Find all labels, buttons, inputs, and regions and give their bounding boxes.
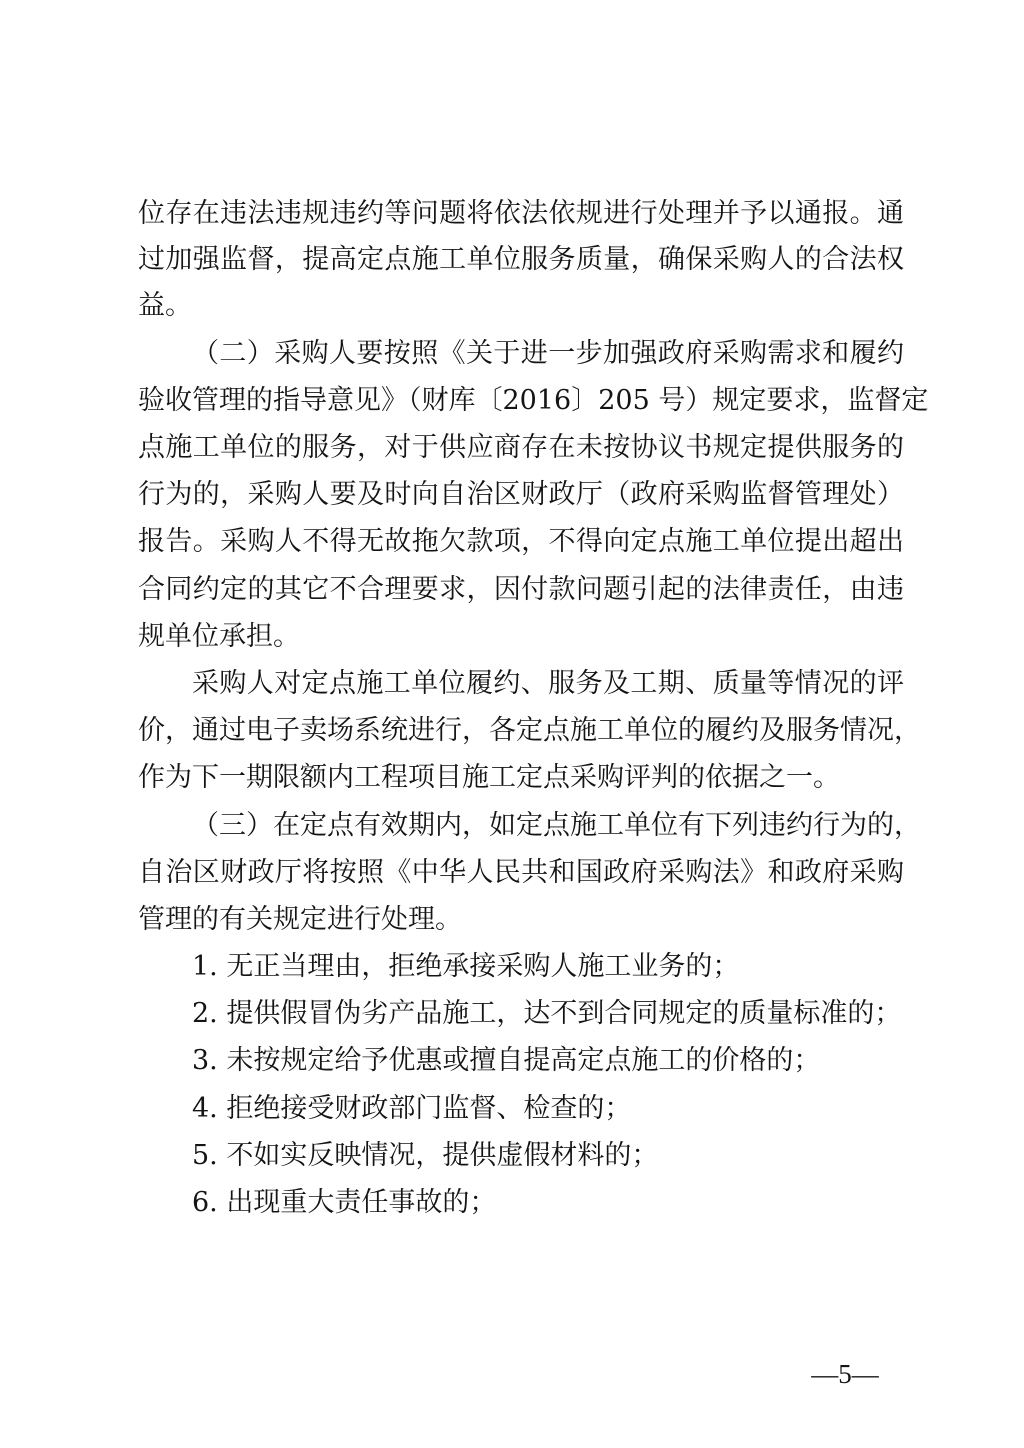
list-item: 1. 无正当理由，拒绝承接采购人施工业务的； xyxy=(192,951,740,982)
paragraph-start-line: （三）在定点有效期内，如定点施工单位有下列违约行为的， xyxy=(192,810,921,841)
paragraph-start-line: 采购人对定点施工单位履约、服务及工期、质量等情况的评 xyxy=(192,668,904,699)
list-item: 2. 提供假冒伪劣产品施工，达不到合同规定的质量标准的； xyxy=(192,998,902,1029)
body-line: 规单位承担。 xyxy=(138,621,300,652)
page-number: —5— xyxy=(811,1359,879,1389)
body-line: 价，通过电子卖场系统进行，各定点施工单位的履约及服务情况， xyxy=(138,715,921,746)
list-item: 6. 出现重大责任事故的； xyxy=(192,1187,497,1218)
paragraph-start-line: （二）采购人要按照《关于进一步加强政府采购需求和履约 xyxy=(192,338,904,369)
list-item: 5. 不如实反映情况，提供虚假材料的； xyxy=(192,1140,659,1171)
body-line: 点施工单位的服务，对于供应商存在未按协议书规定提供服务的 xyxy=(138,432,904,463)
body-line: 过加强监督，提高定点施工单位服务质量，确保采购人的合法权 xyxy=(138,244,904,275)
body-line: 益。 xyxy=(138,290,192,321)
body-line: 行为的，采购人要及时向自治区财政厅（政府采购监督管理处） xyxy=(138,479,904,510)
body-line: 合同约定的其它不合理要求，因付款问题引起的法律责任，由违 xyxy=(138,574,904,605)
body-line: 报告。采购人不得无故拖欠款项，不得向定点施工单位提出超出 xyxy=(138,526,904,557)
list-item: 3. 未按规定给予优惠或擅自提高定点施工的价格的； xyxy=(192,1045,821,1076)
body-line: 自治区财政厅将按照《中华人民共和国政府采购法》和政府采购 xyxy=(138,857,904,888)
body-line: 位存在违法违规违约等问题将依法依规进行处理并予以通报。通 xyxy=(138,198,904,229)
body-line: 验收管理的指导意见》（财库〔2016〕205 号）规定要求，监督定 xyxy=(138,385,929,416)
body-line: 管理的有关规定进行处理。 xyxy=(138,904,462,935)
body-line: 作为下一期限额内工程项目施工定点采购评判的依据之一。 xyxy=(138,762,840,793)
list-item: 4. 拒绝接受财政部门监督、检查的； xyxy=(192,1093,632,1124)
